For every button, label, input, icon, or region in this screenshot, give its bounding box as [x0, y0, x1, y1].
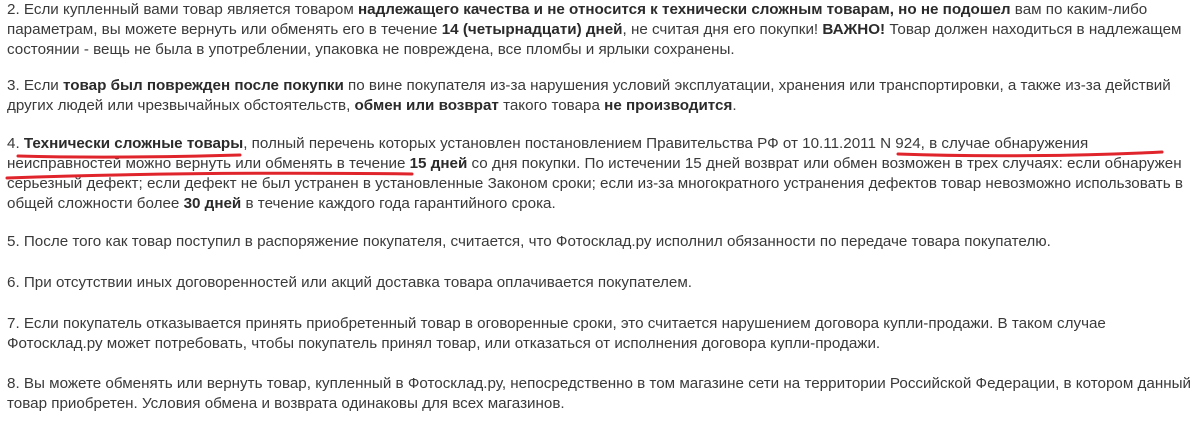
- p3-text-1: 3. Если: [7, 77, 64, 94]
- p2-text-1: 2. Если купленный вами товар является товаром: [7, 1, 358, 18]
- p4-bold-3: 30 дней: [183, 195, 242, 212]
- paragraph-7: 7. Если покупатель отказывается принять приобретенный товар в оговоренные сроки, это считается нарушением договора купли-продажи. В таком случае Фотосклад.ру может потребовать, чтобы покупатель принял товар, или отказаться от исполнения договора купли-продажи.: [7, 315, 1106, 352]
- p4-text-3: со дня покупки. По истечении 15 дней возврат или обмен возможен в трех случаях: если обнаружен серьезный дефект; если дефект не был устранен в установленные Законом сроки; если из-за многократного устранения дефектов товар невозможно использовать в общей сложности более: [7, 155, 1183, 212]
- p4-bold-2: 15 дней: [409, 155, 468, 172]
- p4-bold-1: Технически сложные товары: [23, 135, 244, 152]
- p2-bold-1: надлежащего качества и не относится к технически сложным товарам, но не подошел: [358, 1, 1011, 18]
- p4-text-4: в течение каждого года гарантийного срока.: [241, 195, 556, 212]
- p2-text-4: Товар должен находиться в надлежащем состоянии - вещь не была в употреблении, упаковка не повреждена, все пломбы и ярлыки сохранены.: [7, 21, 1182, 58]
- p4-text-2: , полный перечень которых установлен постановлением Правительства РФ от 10.11.2011 N 924, в случае обнаружения неисправностей можно вернуть или обменять в течение: [7, 135, 1089, 172]
- p3-bold-2: обмен или возврат: [354, 97, 499, 114]
- p3-text-3: такого товара: [498, 97, 605, 114]
- p3-bold-3: не производится: [604, 97, 733, 114]
- paragraph-2: [7, 0, 1195, 60]
- p3-bold-1: товар был поврежден после покупки: [63, 77, 344, 94]
- paragraph-5: 5. После того как товар поступил в распоряжение покупателя, считается, что Фотосклад.ру исполнил обязанности по передаче товара покупателю.: [7, 233, 1051, 250]
- paragraph-8: 8. Вы можете обменять или вернуть товар, купленный в Фотосклад.ру, непосредственно в том магазине сети на территории Российской Федерации, в котором данный товар приобретен. Условия обмена и возврата одинаковы для всех магазинов.: [7, 375, 1191, 412]
- paragraph-4: [7, 134, 1195, 214]
- p2-bold-3: ВАЖНО!: [822, 21, 886, 38]
- p2-text-2: вам по каким-либо параметрам, вы можете вернуть или обменять его в течение: [7, 1, 1148, 38]
- paragraph-3: [7, 76, 1195, 116]
- p2-text-3: , не считая дня его покупки!: [622, 21, 823, 38]
- paragraph-6: 6. При отсутствии иных договоренностей или акций доставка товара оплачивается покупателем.: [7, 274, 692, 291]
- p4-text-1: 4.: [7, 135, 24, 152]
- p2-bold-2: 14 (четырнадцати) дней: [441, 21, 623, 38]
- p3-text-4: .: [732, 97, 737, 114]
- p3-text-2: по вине покупателя из-за нарушения условий эксплуатации, хранения или транспортировки, а также из-за действий других людей или чрезвычайных обстоятельств,: [7, 77, 1171, 114]
